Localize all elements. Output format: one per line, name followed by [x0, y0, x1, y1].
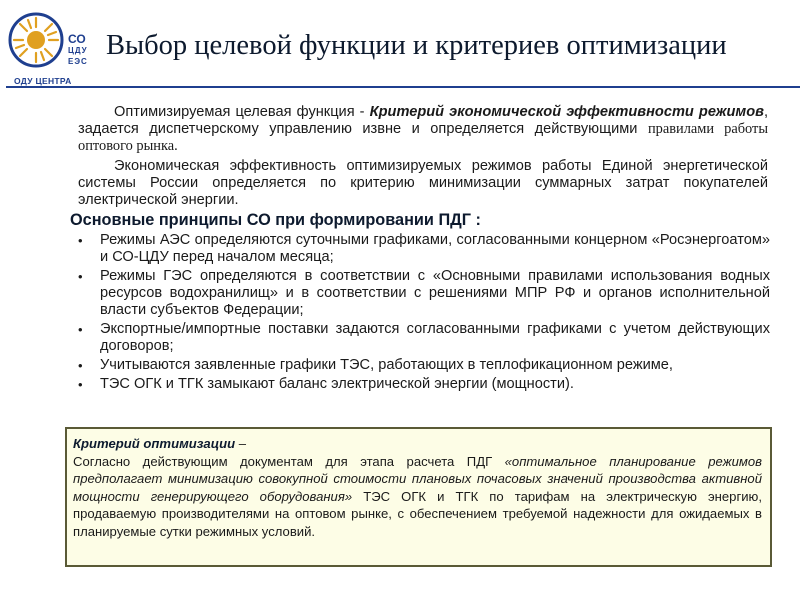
principles-heading: Основные принципы СО при формировании ПДГ : [70, 211, 481, 229]
criterion-quote: «оптимальное планирование режимов предполагает минимизацию совокупной стоимости плановых почасовых значений производства активной мощности генерирующего оборудования» [73, 453, 762, 504]
intro-paragraph-1 [78, 104, 768, 155]
intro-section [78, 104, 768, 212]
criterion-text-a: Согласно действующим документам для этапа расчета ПДГ [73, 453, 505, 469]
logo-line-so: СО [68, 32, 86, 46]
title-divider [6, 86, 800, 88]
list-item-text: Учитываются заявленные графики ТЭС, работающих в теплофикационном режиме, [100, 357, 673, 373]
logo-line-cdu: ЦДУ [68, 46, 88, 55]
list-item [70, 232, 770, 266]
intro-p1-rules: правилами работы оптового рынка. [78, 121, 769, 154]
principles-list [70, 232, 770, 393]
logo-caption: ОДУ ЦЕНТРА [14, 76, 72, 86]
criterion-text-c: ТЭС ОГК и ТГК по тарифам на электрическую энергию, продаваемую производителями на оптовом рынке, с обеспечением требуемой надежности для ожидаемых в планируемые сутки режимных условий. [73, 488, 762, 539]
logo-text [68, 34, 88, 67]
criterion-heading-line [73, 435, 762, 453]
sun-emblem-icon [6, 10, 66, 70]
list-item-text: Экспортные/импортные поставки задаются согласованными графиками с учетом действующих договоров; [100, 321, 770, 354]
criterion-text [73, 453, 762, 541]
bullet-icon: • [78, 322, 83, 337]
bullet-icon: • [78, 233, 83, 248]
bullet-icon: • [78, 358, 83, 373]
list-item [70, 376, 770, 393]
criterion-heading: Критерий оптимизации [73, 436, 236, 451]
slide-title: Выбор целевой функции и критериев оптимизации [106, 30, 727, 61]
intro-p1-text-a: Оптимизируемая целевая функция - [114, 104, 370, 120]
list-item-text: ТЭС ОГК и ТГК замыкают баланс электрической энергии (мощности). [100, 376, 574, 392]
criterion-box [65, 427, 772, 567]
list-item [70, 268, 770, 319]
criterion-dash: – [235, 436, 247, 451]
list-item [70, 321, 770, 355]
intro-p1-emphasis: Критерий экономической эффективности режимов [369, 104, 764, 120]
list-item-text: Режимы АЭС определяются суточными графиками, согласованными концерном «Росэнергоатом» и СО-ЦДУ перед началом месяца; [100, 232, 770, 265]
company-logo [6, 6, 98, 86]
logo-line-ees: ЕЭС [68, 57, 88, 66]
bullet-icon: • [78, 377, 83, 392]
intro-p1-text-c: , задается диспетчерскому управлению извне и определяется действующими [78, 104, 769, 137]
bullet-icon: • [78, 269, 83, 284]
principles-section [70, 211, 770, 395]
intro-paragraph-2: Экономическая эффективность оптимизируемых режимов работы Единой энергетической системы России определяется по критерию минимизации суммарных затрат покупателей электрической энергии. [78, 158, 768, 208]
list-item-text: Режимы ГЭС определяются в соответствии с «Основными правилами использования водных ресурсов водохранилищ» и в соответствии с решениями МПР РФ и органов исполнительной власти субъектов Федерации; [100, 268, 770, 318]
list-item [70, 357, 770, 374]
